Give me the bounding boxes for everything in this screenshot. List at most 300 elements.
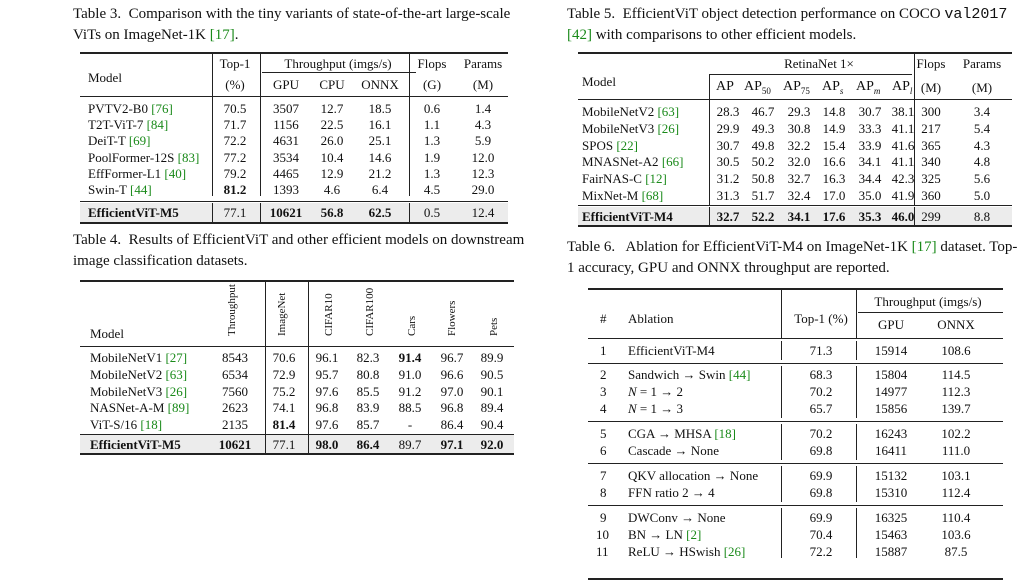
- t4-row-pets: 90.4: [480, 417, 504, 433]
- t3-header-params: Params: [463, 56, 503, 71]
- t6-row-num: 1: [600, 343, 607, 358]
- t4-row-throughput: 6534: [222, 366, 248, 382]
- t3-row-gpu: 4465: [273, 165, 299, 181]
- t6-row-ablation: QKV allocation → None: [628, 468, 759, 483]
- table4: [80, 280, 514, 456]
- t5-row-apm: 33.9: [858, 137, 882, 153]
- t3-ours-params: 12.4: [471, 205, 495, 220]
- t3-ours-onnx: 62.5: [368, 205, 392, 220]
- t3-row-name-ref: [84]: [146, 117, 169, 133]
- t5-row-apl: 41.9: [891, 188, 915, 203]
- t5-row-ap50: 50.2: [751, 154, 775, 170]
- t3-row-params: 5.9: [474, 133, 492, 149]
- t6-row-ablation: ReLU → HSwish [26]: [628, 544, 746, 559]
- t3-ours-top1: 77.1: [223, 205, 247, 220]
- t4-row: [80, 399, 514, 416]
- t3-row-cpu: 4.6: [323, 182, 341, 197]
- t6-header-onnx: ONNX: [937, 317, 975, 332]
- t5-ours-aps: 17.6: [822, 209, 846, 224]
- t4-row-cifar10: 97.6: [315, 417, 339, 433]
- t5-row-aps: 14.8: [822, 104, 846, 119]
- t6-header-throughput: Throughput (imgs/s): [874, 294, 982, 309]
- t3-row-params: 29.0: [471, 182, 495, 197]
- t6-row-onnx: 112.4: [941, 485, 971, 500]
- t3-row-flops: 1.1: [423, 117, 441, 133]
- t4-row-imagenet: 75.2: [272, 383, 296, 399]
- table5: [578, 52, 1012, 230]
- t4-row-pets: 90.1: [480, 383, 504, 399]
- t4-ours-pets: 92.0: [480, 437, 504, 452]
- t3-row: [80, 149, 508, 166]
- t6-row: [588, 509, 1003, 526]
- t3-header-model: Model: [88, 70, 122, 85]
- t5-row-aps: 14.9: [822, 120, 846, 136]
- t6-row-top1: 70.2: [809, 426, 833, 441]
- t4-ours-name: EfficientViT-M5: [90, 437, 181, 452]
- t6-row-num: 3: [600, 384, 607, 399]
- t5-row: [578, 103, 1012, 120]
- t5-row: [578, 120, 1012, 137]
- t6-row-num: 9: [600, 510, 607, 525]
- t4-row-cars: 88.5: [398, 400, 422, 416]
- t4-row-cifar100: 85.5: [356, 383, 380, 399]
- t5-row-ap: 29.9: [716, 120, 740, 136]
- t3-row: [80, 132, 508, 149]
- t4-row-pets: 90.5: [480, 366, 504, 382]
- t4-row-cifar10: 95.7: [315, 366, 339, 382]
- t5-row-ap: 30.5: [716, 154, 740, 170]
- t5-row: [578, 137, 1012, 154]
- t5-row-aps: 15.4: [822, 137, 846, 153]
- t6-row-num: 8: [600, 485, 607, 500]
- t5-header-flops: Flops: [916, 56, 946, 71]
- t5-row-ap75: 29.3: [787, 104, 811, 119]
- t5-row-apl: 42.3: [891, 171, 915, 187]
- t6-header-ablation: Ablation: [628, 311, 674, 326]
- t6-row-gpu: 16411: [874, 443, 908, 458]
- t3-ours-row: [80, 203, 508, 222]
- t6-row-ablation: EfficientViT-M4: [628, 343, 715, 358]
- t6-row: [588, 366, 1003, 383]
- table6-caption: Table 6. Ablation for EfficientViT-M4 on ImageNet-1K [17] dataset. Top-1 accuracy, GPU and ONNX throughput are reported.: [567, 239, 1018, 276]
- t5-row-ap75: 32.2: [787, 137, 811, 153]
- t3-row-top1: 70.5: [223, 101, 247, 116]
- t5-row-name: MobileNetV2 [63]: [582, 104, 680, 119]
- t3-row-name-ref: [83]: [177, 149, 200, 165]
- t4-ours-flowers: 97.1: [440, 437, 464, 452]
- t3-header-top1: Top-1: [219, 56, 251, 71]
- t3-row-cpu: 26.0: [320, 133, 344, 149]
- t3-ours-cpu: 56.8: [320, 205, 344, 220]
- t5-row-params: 4.3: [973, 137, 991, 153]
- t5-row-ap75: 32.4: [787, 188, 811, 203]
- t3-row-name-ref: [76]: [151, 101, 173, 116]
- t4-row: [80, 416, 514, 433]
- t5-row-flops: 365: [921, 137, 941, 153]
- t3-row-top1: 72.2: [223, 133, 247, 149]
- t6-row: [588, 425, 1003, 442]
- t5-row-name: MixNet-M [68]: [582, 188, 664, 203]
- t5-row-ap50: 51.7: [751, 188, 775, 203]
- t4-ours-cars: 89.7: [398, 437, 422, 452]
- t5-row-params: 5.4: [973, 120, 991, 136]
- t6-row-num: 10: [596, 527, 609, 542]
- t6-row-num: 5: [600, 426, 607, 441]
- t5-header-ap75: $AP_{75}$: [783, 79, 810, 96]
- t3-header-cpu: CPU: [319, 77, 345, 92]
- t4-ours-throughput: 10621: [218, 437, 252, 452]
- t3-row-flops: 4.5: [423, 182, 441, 197]
- t5-ours-apm: 35.3: [858, 209, 882, 224]
- t5-row-flops: 217: [921, 120, 941, 136]
- t6-row-gpu: 15132: [874, 468, 908, 483]
- t4-row-cifar100: 85.7: [356, 417, 380, 433]
- t3-row-cpu: 22.5: [320, 117, 344, 133]
- t3-row-flops: 1.9: [423, 149, 441, 165]
- t3-row-top1: 77.2: [223, 149, 247, 165]
- t5-row-apl: 41.6: [891, 137, 915, 153]
- t4-header-model: Model: [90, 326, 124, 341]
- t3-header-flops: Flops: [417, 56, 447, 71]
- t5-row-ap: 31.3: [716, 188, 740, 203]
- t6-row-top1: 70.2: [809, 384, 833, 399]
- t6-row-onnx: 108.6: [941, 343, 971, 358]
- t5-row: [578, 187, 1012, 204]
- t6-row-ablation: N = 1 → 2: [628, 384, 684, 399]
- t6-row-num: 4: [600, 401, 607, 416]
- t3-row-flops: 1.3: [423, 133, 441, 149]
- t3-row: [80, 181, 508, 198]
- t6-row: [588, 442, 1003, 459]
- t6-row-gpu: 16243: [874, 426, 908, 441]
- t6-row-gpu: 15804: [874, 367, 908, 382]
- t4-row-cifar10: 96.1: [315, 350, 339, 365]
- table4-caption: Table 4. Results of EfficientViT and other efficient models on downstream image classification datasets.: [73, 232, 525, 269]
- t4-row-imagenet: 72.9: [272, 366, 296, 382]
- t5-header-apm: $AP_m$: [856, 79, 881, 96]
- t3-row-name-ref: [69]: [128, 133, 151, 149]
- t3-row: [80, 116, 508, 133]
- t5-header-aps: $AP_s$: [822, 79, 844, 96]
- t4-row: [80, 349, 514, 366]
- t3-row-top1: 81.2: [223, 182, 247, 197]
- t5-row-params: 4.8: [973, 154, 991, 170]
- t3-row-params: 12.0: [471, 149, 495, 165]
- t5-ours-params: 8.8: [973, 209, 991, 224]
- t6-header-gpu: GPU: [877, 317, 905, 332]
- t3-row: [80, 165, 508, 182]
- t6-row-gpu: 14977: [874, 384, 908, 399]
- t5-header-ap50: $AP_{50}$: [744, 79, 771, 96]
- t3-row-gpu: 1393: [273, 182, 299, 197]
- t4-row-imagenet: 81.4: [272, 417, 296, 433]
- t5-row-name-ref: [68]: [641, 188, 664, 203]
- t5-row-flops: 300: [921, 104, 941, 119]
- t4-row-name: NASNet-A-M [89]: [90, 400, 190, 416]
- t5-header-ap: AP: [716, 79, 734, 94]
- t6-row-onnx: 87.5: [944, 544, 968, 559]
- t6-row-top1: 69.8: [809, 443, 833, 458]
- t4-header-throughput: Throughput: [226, 284, 238, 336]
- t3-row-name-ref: [44]: [130, 182, 152, 197]
- t5-row-params: 3.4: [973, 104, 991, 119]
- t5-header-model: Model: [582, 74, 616, 89]
- t6-row-num: 7: [600, 468, 607, 483]
- t4-row-name-ref: [89]: [167, 400, 190, 416]
- t6-row: [588, 400, 1003, 417]
- t6-row-top1: 69.9: [809, 510, 833, 525]
- t4-row-flowers: 97.0: [440, 383, 464, 399]
- t3-row-params: 4.3: [474, 117, 492, 133]
- t4-row-name: MobileNetV3 [26]: [90, 383, 188, 399]
- t3-header-throughput: Throughput (imgs/s): [284, 56, 392, 71]
- t6-header-top1: Top-1 (%): [794, 311, 848, 326]
- table6: [588, 288, 1003, 580]
- t3-header-gpu: GPU: [272, 77, 300, 92]
- t6-row-gpu: 16325: [874, 510, 908, 525]
- t5-header-flops-unit: (M): [920, 80, 942, 95]
- t4-row-flowers: 96.7: [440, 350, 464, 365]
- t5-row-name: MobileNetV3 [26]: [582, 120, 680, 136]
- t6-row-ablation: Cascade → None: [628, 443, 719, 458]
- t5-row-ap75: 32.0: [787, 154, 811, 170]
- t5-row-apm: 34.1: [858, 154, 882, 170]
- t6-row-onnx: 103.6: [941, 527, 971, 542]
- t4-row-name-ref: [26]: [165, 383, 188, 399]
- t3-row-name: Swin-T [44]: [88, 182, 152, 197]
- t3-row-onnx: 25.1: [368, 133, 392, 149]
- t4-header-flowers: Flowers: [446, 300, 458, 336]
- t5-row-ap75: 32.7: [787, 171, 811, 187]
- t6-row-top1: 72.2: [809, 544, 833, 559]
- t3-row-cpu: 12.7: [320, 101, 344, 116]
- t5-row-aps: 17.0: [822, 188, 846, 203]
- t5-row-apm: 30.7: [858, 104, 882, 119]
- t5-row-ap: 30.7: [716, 137, 740, 153]
- t5-row-ap50: 49.8: [751, 137, 775, 153]
- t6-row: [588, 383, 1003, 400]
- t4-row: [80, 366, 514, 383]
- t5-ours-ap75: 34.1: [787, 209, 811, 224]
- t5-ours-row: [578, 207, 1012, 225]
- t6-row: [588, 342, 1003, 359]
- t3-ours-gpu: 10621: [269, 205, 303, 220]
- t3-row-onnx: 6.4: [371, 182, 389, 197]
- t4-row-cars: 91.0: [398, 366, 422, 382]
- t3-row: [80, 100, 508, 117]
- t3-row-flops: 0.6: [423, 101, 441, 116]
- t6-header-num: #: [600, 311, 607, 326]
- table3: [80, 52, 508, 224]
- t4-row-throughput: 2135: [222, 417, 248, 433]
- t6-row: [588, 467, 1003, 484]
- t5-row-ap50: 46.7: [751, 104, 775, 119]
- t6-row-ablation: N = 1 → 3: [628, 401, 684, 416]
- t5-row-apm: 35.0: [858, 188, 882, 203]
- t6-row-onnx: 110.4: [941, 510, 971, 525]
- t3-row-top1: 79.2: [223, 165, 247, 181]
- t3-row-name: EffFormer-L1 [40]: [88, 165, 187, 181]
- t4-row-name: MobileNetV1 [27]: [90, 350, 188, 365]
- t4-row-name-ref: [27]: [165, 350, 188, 365]
- t3-header-onnx: ONNX: [361, 77, 399, 92]
- t5-header-params-unit: (M): [971, 80, 993, 95]
- t3-row-onnx: 14.6: [368, 149, 392, 165]
- t5-row: [578, 153, 1012, 170]
- t3-ours-name: EfficientViT-M5: [88, 205, 179, 220]
- t5-row-ap: 31.2: [716, 171, 740, 187]
- t5-row-params: 5.6: [973, 171, 991, 187]
- t4-row-imagenet: 74.1: [272, 400, 296, 416]
- t5-ours-flops: 299: [921, 209, 941, 224]
- t3-row-name: DeiT-T [69]: [88, 133, 151, 149]
- t6-row-ablation: Sandwich → Swin [44]: [628, 367, 751, 382]
- t4-row-throughput: 2623: [222, 400, 248, 416]
- t5-header-apl: $AP_l$: [892, 79, 913, 96]
- t4-header-pets: Pets: [488, 317, 500, 336]
- t4-row-cars: 91.2: [398, 383, 422, 399]
- t4-row-flowers: 96.8: [440, 400, 464, 416]
- t3-header-flops-unit: (G): [422, 77, 442, 92]
- t4-header-cifar10: CIFAR10: [323, 293, 335, 336]
- t4-row-name: ViT-S/16 [18]: [90, 417, 163, 433]
- t6-row-gpu: 15914: [874, 343, 908, 358]
- t4-row-pets: 89.4: [480, 400, 504, 416]
- t4-ours-imagenet: 77.1: [272, 437, 296, 452]
- t4-row-cifar100: 83.9: [356, 400, 380, 416]
- t6-row-num: 6: [600, 443, 607, 458]
- t5-ours-ap50: 52.2: [751, 209, 775, 224]
- t3-ours-flops: 0.5: [423, 205, 441, 220]
- t5-row-flops: 360: [921, 188, 941, 203]
- t5-row-apl: 38.1: [891, 104, 915, 119]
- table5-caption: Table 5. EfficientViT object detection performance on COCO val2017 [42] with comparisons to other efficient models.: [567, 6, 1008, 43]
- t6-row: [588, 526, 1003, 543]
- t4-row-cifar10: 96.8: [315, 400, 339, 416]
- t5-row: [578, 170, 1012, 187]
- t6-row-top1: 69.9: [809, 468, 833, 483]
- t5-row-apm: 34.4: [858, 171, 882, 187]
- t3-header-top1-unit: (%): [225, 77, 245, 92]
- t3-row-gpu: 3507: [273, 101, 299, 116]
- t4-row-cifar100: 82.3: [356, 350, 380, 365]
- t5-row-ap: 28.3: [716, 104, 740, 119]
- t5-ours-ap: 32.7: [716, 209, 740, 224]
- t4-row-cars: -: [407, 417, 413, 433]
- t4-row-name-ref: [18]: [140, 417, 163, 433]
- t3-row-name: PoolFormer-12S [83]: [88, 149, 200, 165]
- t6-row-gpu: 15856: [874, 401, 908, 416]
- t4-row-name-ref: [63]: [165, 366, 188, 382]
- t6-row-num: 2: [600, 367, 607, 382]
- t4-ours-row: [80, 435, 514, 453]
- t5-row-ap50: 50.8: [751, 171, 775, 187]
- t3-row-cpu: 10.4: [320, 149, 344, 165]
- t3-row-onnx: 18.5: [368, 101, 392, 116]
- t6-row-ablation: BN → LN [2]: [628, 527, 702, 542]
- t5-header-params: Params: [962, 56, 1002, 71]
- t4-row: [80, 383, 514, 400]
- t3-row-cpu: 12.9: [320, 165, 344, 181]
- t5-row-name: FairNAS-C [12]: [582, 171, 667, 187]
- t4-row-cars: 91.4: [398, 350, 422, 365]
- t4-header-cars: Cars: [406, 315, 418, 336]
- t6-row: [588, 543, 1003, 560]
- t6-row-onnx: 112.3: [941, 384, 971, 399]
- t6-row-num: 11: [596, 544, 609, 559]
- t3-row-name: PVTV2-B0 [76]: [88, 101, 173, 116]
- t3-row-params: 1.4: [474, 101, 492, 116]
- t3-row-onnx: 16.1: [368, 117, 392, 133]
- t6-row-onnx: 139.7: [941, 401, 971, 416]
- t4-header-cifar100: CIFAR100: [364, 287, 376, 336]
- t4-row-cifar100: 80.8: [356, 366, 380, 382]
- t6-row-gpu: 15310: [874, 485, 908, 500]
- t3-row-top1: 71.7: [223, 117, 247, 133]
- t5-row-name-ref: [63]: [657, 104, 680, 119]
- t5-row-apl: 41.1: [891, 154, 915, 170]
- t6-row-onnx: 111.0: [941, 443, 971, 458]
- t4-header-imagenet: ImageNet: [276, 292, 288, 336]
- t6-row-gpu: 15463: [874, 527, 908, 542]
- t6-row-gpu: 15887: [874, 544, 908, 559]
- t5-row-name-ref: [12]: [645, 171, 667, 187]
- t5-row-ap75: 30.8: [787, 120, 811, 136]
- t3-row-name: T2T-ViT-7 [84]: [88, 117, 169, 133]
- t6-row-top1: 65.7: [809, 401, 833, 416]
- t5-row-apl: 41.1: [891, 120, 915, 136]
- t4-row-flowers: 86.4: [440, 417, 464, 433]
- t5-row-name-ref: [66]: [661, 154, 684, 170]
- t3-row-onnx: 21.2: [368, 165, 392, 181]
- t4-row-cifar10: 97.6: [315, 383, 339, 399]
- t3-row-params: 12.3: [471, 165, 495, 181]
- t6-row-top1: 69.8: [809, 485, 833, 500]
- t5-ours-apl: 46.0: [891, 209, 915, 224]
- t6-row-top1: 68.3: [809, 367, 833, 382]
- t5-row-aps: 16.3: [822, 171, 846, 187]
- t6-row-ablation: FFN ratio 2 → 4: [628, 485, 715, 500]
- t5-row-ap50: 49.3: [751, 120, 775, 136]
- t3-row-name-ref: [40]: [164, 165, 187, 181]
- t4-ours-cifar100: 86.4: [356, 437, 380, 452]
- t6-row-onnx: 102.2: [941, 426, 971, 441]
- t5-row-name: MNASNet-A2 [66]: [582, 154, 684, 170]
- t6-row-ablation: CGA → MHSA [18]: [628, 426, 736, 441]
- t5-row-aps: 16.6: [822, 154, 846, 170]
- t6-row-ablation: DWConv → None: [628, 510, 726, 525]
- t4-row-imagenet: 70.6: [272, 350, 296, 365]
- t6-row-top1: 70.4: [809, 527, 833, 542]
- t3-header-params-unit: (M): [472, 77, 494, 92]
- t5-row-flops: 340: [921, 154, 941, 170]
- t3-row-gpu: 1156: [273, 117, 299, 133]
- t4-row-throughput: 8543: [222, 350, 248, 365]
- t6-row-onnx: 114.5: [941, 367, 971, 382]
- t5-row-flops: 325: [921, 171, 941, 187]
- t5-row-name-ref: [22]: [616, 137, 638, 153]
- t4-row-name: MobileNetV2 [63]: [90, 366, 188, 382]
- t6-row-onnx: 103.1: [941, 468, 971, 483]
- t5-row-name-ref: [26]: [657, 120, 680, 136]
- t5-row-params: 5.0: [973, 188, 991, 203]
- t5-header-retinanet: RetinaNet 1×: [784, 56, 854, 71]
- t4-row-pets: 89.9: [480, 350, 504, 365]
- t5-row-apm: 33.3: [858, 120, 882, 136]
- t3-row-gpu: 4631: [273, 133, 299, 149]
- t4-row-throughput: 7560: [222, 383, 248, 399]
- t6-row: [588, 484, 1003, 501]
